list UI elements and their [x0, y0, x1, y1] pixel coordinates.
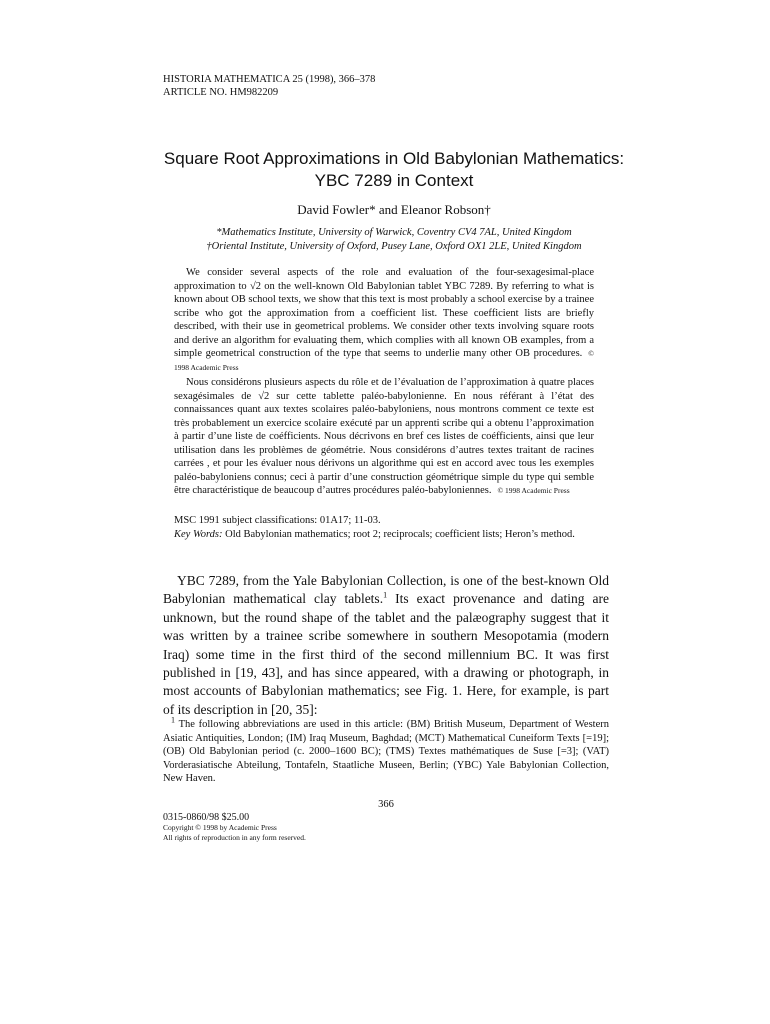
classification: [174, 514, 604, 542]
journal-header: [163, 73, 375, 99]
footnote-text: The following abbreviations are used in this article: (BM) British Museum, Department of Western Asiatic Antiquities, London; (IM) Iraq Museum, Baghdad; (MCT) Mathematical Cuneiform Texts [=19]; (OB) Old Babylonian period (c. 2000–1600 BC); (TMS) Textes mathématiques de Suse [=3]; (VAT) Vorderasiatische Abteilung, Tontafeln, Staatliche Museen, Berlin; (YBC) Yale Babylonian Collection, New Haven.: [163, 719, 610, 784]
footnote: [163, 715, 610, 786]
title-line-1: Square Root Approximations in Old Babylonian Mathematics:: [163, 149, 625, 168]
title-line-2: YBC 7289 in Context: [314, 171, 474, 190]
imprint-copyright: Copyright © 1998 by Academic Press: [163, 823, 277, 832]
page-number: 366: [378, 799, 394, 810]
body-part-1: YBC 7289, from the Yale Babylonian Collection, is one of the best-known Old Babylonian mathematical clay tablets.: [163, 573, 609, 607]
abstract-en-text: We consider several aspects of the role and evaluation of the four-sexagesimal-place approximation to √2 on the well-known Old Babylonian tablet YBC 7289. By referring to what is known about OB school texts, we show that this text is most probably a school exercise by a trainee scribe who got the approximation from a coefficient list. These coefficient lists are briefly described, with their use in geometrical problems. We consider other texts involving square roots and derive an algorithm for evaluating them, which complies with all known OB examples, from a simple geometrical construction of the type that seems to underlie many other OB procedures.: [174, 267, 594, 359]
abstract-fr-copyright: © 1998 Academic Press: [497, 486, 570, 495]
affiliation-oxford: †Oriental Institute, University of Oxford, Pusey Lane, Oxford OX1 2LE, United Kingdom: [206, 241, 582, 252]
paper-title: [150, 148, 638, 192]
journal-line: HISTORIA MATHEMATICA 25 (1998), 366–378: [163, 74, 376, 85]
affiliation-warwick: *Mathematics Institute, University of Warwick, Coventry CV4 7AL, United Kingdom: [216, 227, 572, 238]
affiliations: [163, 226, 625, 254]
footnote-marker: 1: [171, 715, 175, 725]
imprint-price: 0315-0860/98 $25.00: [163, 812, 250, 823]
keywords: [174, 528, 604, 542]
imprint: [163, 812, 306, 843]
abstract-fr-text: Nous considérons plusieurs aspects du rôle et de l’évaluation de l’approximation à quatre places sexagésimales de √2 sur cette tablette paléo-babylonienne. En nous référant à l’état des connaissances quant aux textes scolaires paléo-babyloniens, nous montrons comment ce texte est très probablement un exercice scolaire exécuté par un apprenti scribe qui a obtenu l’approximation à partir d’une liste de coéfficients. Nous décrivons en bref ces listes de coéfficients, ainsi que leur utilisation dans les problèmes de géométrie. Nous considérons d’autres textes traitant de racines carrées , et pour les évaluer nous dérivons un algorithme qui est en accord avec tous les exemples paléo-babyloniens connus; ceci à partir d’une construction géométrique simple du type qui semble être charactéristique de beaucoup d’autres procédures paléo-babyloniennes.: [174, 377, 594, 496]
authors: David Fowler* and Eleanor Robson†: [297, 202, 491, 217]
imprint-rights: All rights of reproduction in any form reserved.: [163, 833, 306, 842]
keywords-text: Old Babylonian mathematics; root 2; reciprocals; coefficient lists; Heron’s method.: [225, 529, 575, 540]
abstract-en-copyright: © 1998 Academic Press: [174, 349, 594, 372]
footnote-ref: 1: [383, 590, 388, 600]
article-line: ARTICLE NO. HM982209: [163, 87, 279, 98]
body-text: [163, 572, 609, 719]
abstract-french: [174, 376, 594, 498]
body-part-2: Its exact provenance and dating are unknown, but the round shape of the tablet and the palæography suggest that it was written by a trainee scribe somewhere in southern Mesopotamia (modern Iraq) some time in the first third of the second millennium BC. It was first published in [19, 43], and has since appeared, with a drawing or photograph, in most accounts of Babylonian mathematics; see Fig. 1. Here, for example, is part of its description in [20, 35]:: [163, 591, 610, 717]
abstract-english: [174, 266, 594, 374]
keywords-label: Key Words:: [174, 529, 223, 540]
msc-classification: MSC 1991 subject classifications: 01A17; 11-03.: [174, 515, 381, 526]
